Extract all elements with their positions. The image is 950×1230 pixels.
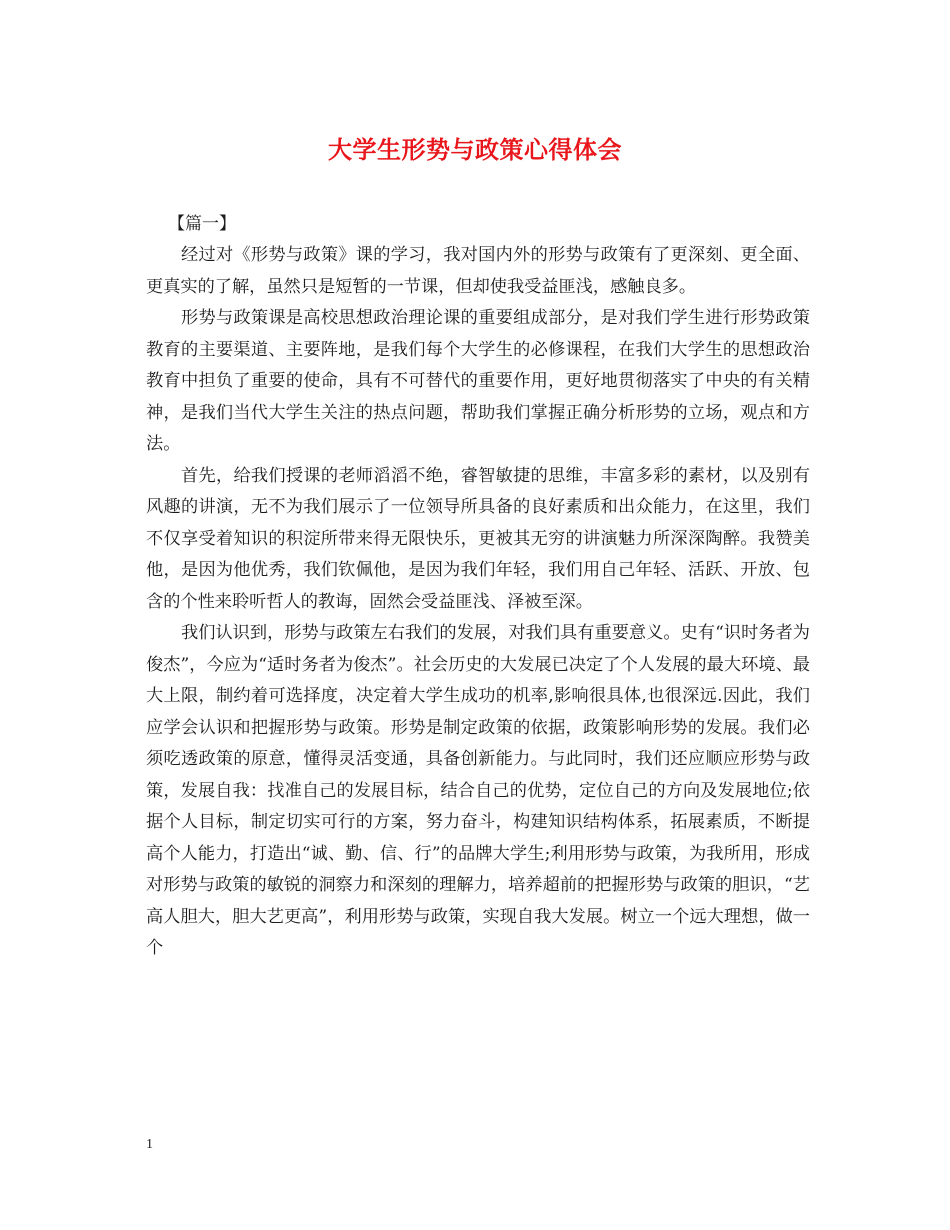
document-title: 大学生形势与政策心得体会 — [328, 135, 622, 164]
page-number: 1 — [146, 1137, 153, 1152]
paragraph: 形势与政策课是高校思想政治理论课的重要组成部分，是对我们学生进行形势政策教育的主要渠道、主要阵地，是我们每个大学生的必修课程，在我们大学生的思想政治教育中担负了重要的使命，具有不可替代的重要作用，更好地贯彻落实了中央的有关精神，是我们当代大学生关注的热点问题，帮助我们掌握正确分析形势的立场，观点和方法。 — [146, 308, 810, 454]
paragraph: 首先，给我们授课的老师滔滔不绝，睿智敏捷的思维，丰富多彩的素材，以及别有风趣的讲演，无不为我们展示了一位领导所具备的良好素质和出众能力，在这里，我们不仅享受着知识的积淀所带来得无限快乐，更被其无穷的讲演魅力所深深陶醉。我赞美他，是因为他优秀，我们钦佩他，是因为我们年轻，我们用自己年轻、活跃、开放、包含的个性来聆听哲人的教诲，固然会受益匪浅、泽被至深。 — [146, 465, 810, 612]
section-heading: 【篇一】 — [168, 214, 236, 234]
document-body — [146, 240, 810, 965]
paragraph: 我们认识到，形势与政策左右我们的发展，对我们具有重要意义。史有“识时务者为俊杰”，今应为“适时务者为俊杰”。社会历史的大发展已决定了个人发展的最大环境、最大上限，制约着可选择度，决定着大学生成功的机率,影响很具体,也很深远.因此，我们应学会认识和把握形势与政策。形势是制定政策的依据，政策影响形势的发展。我们必须吃透政策的原意，懂得灵活变通，具备创新能力。与此同时，我们还应顺应形势与政策，发展自我：找准自己的发展目标，结合自己的优势，定位自己的方向及发展地位;依据个人目标，制定切实可行的方案，努力奋斗，构建知识结构体系，拓展素质，不断提高个人能力，打造出“诚、勤、信、行”的品牌大学生;利用形势与政策，为我所用，形成对形势与政策的敏锐的洞察力和深刻的理解力，培养超前的把握形势与政策的胆识，“艺高人胆大，胆大艺更高”，利用形势与政策，实现自我大发展。树立一个远大理想，做一个 — [146, 623, 810, 958]
paragraph: 经过对《形势与政策》课的学习，我对国内外的形势与政策有了更深刻、更全面、更真实的了解，虽然只是短暂的一节课，但却使我受益匪浅，感触良多。 — [146, 245, 810, 297]
